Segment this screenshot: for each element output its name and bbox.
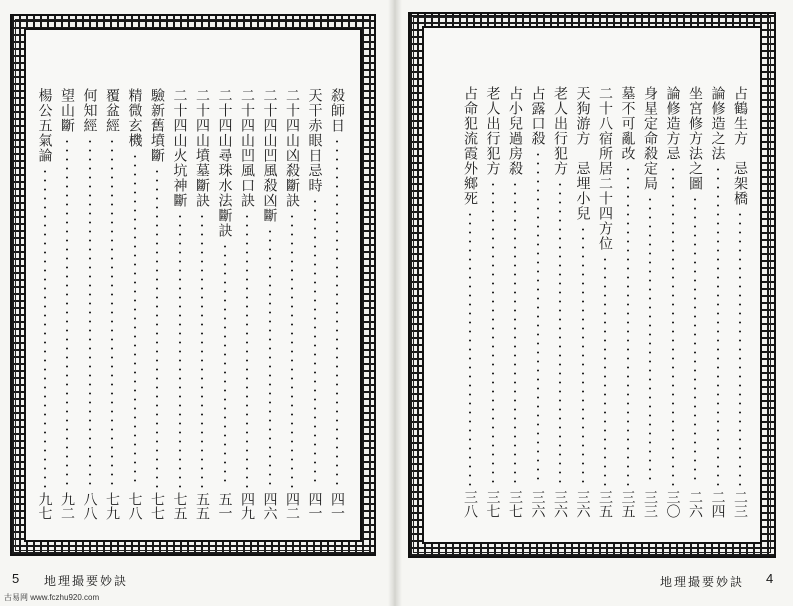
toc-entry [504,86,526,518]
toc-entry-page: 七九 [104,492,120,520]
toc-entry [34,88,56,520]
toc-dot-leader [291,212,293,488]
toc-entry-title: 老人出行犯方 [552,86,568,176]
toc-entry [259,88,281,520]
toc-dot-leader [672,165,674,486]
toc-dot-leader [739,210,741,486]
toc-entry [146,88,168,520]
toc-dot-leader [269,227,271,488]
toc-dot-leader [111,137,113,488]
toc-entry-title: 二十四山墳墓斷訣 [194,88,210,208]
toc-dot-leader [627,165,629,486]
toc-entry-page: 四一 [329,492,345,520]
toc-dot-leader [44,167,46,488]
toc-entry [527,86,549,518]
right-page-number: 4 [766,571,774,586]
toc-entry-title: 二十四山凶殺斷訣 [284,88,300,208]
toc-entry-title: 身星定命殺定局 [642,86,658,191]
toc-entry [639,86,661,518]
toc-entry [191,88,213,520]
toc-dot-leader [537,150,539,486]
toc-entry [729,86,751,518]
toc-entry-title: 望山斷 [59,88,75,133]
toc-entry-page: 三五 [597,490,613,518]
toc-entry-page: 九七 [36,492,53,520]
toc-dot-leader [649,195,651,486]
toc-entry-title: 占鶴生方 忌架橋 [732,86,748,206]
toc-entry-page: 三六 [529,490,546,518]
toc-entry-page: 七五 [171,492,188,520]
toc-entry [79,88,101,520]
toc-entry-title: 占露口殺 [529,86,546,146]
toc-entry-title: 二十四山火坑神斷 [171,88,188,208]
toc-dot-leader [336,137,338,488]
toc-entry [482,86,504,518]
toc-dot-leader [224,242,226,488]
toc-entry [281,88,303,520]
left-page [0,0,390,606]
toc-dot-leader [134,152,136,488]
toc-entry-page: 五一 [216,492,233,520]
toc-dot-leader [156,167,158,488]
toc-entry [662,86,684,518]
toc-entry-page: 三六 [552,490,568,518]
toc-dot-leader [694,195,696,486]
toc-entry-title: 殺師日 [329,88,345,133]
toc-dot-leader [246,212,248,488]
toc-entry-page: 九二 [59,492,75,520]
toc-dot-leader [717,165,719,486]
toc-entry-title: 覆盆經 [104,88,120,133]
toc-entry-page: 四二 [284,492,300,520]
toc-entry [549,86,571,518]
toc-entry [56,88,78,520]
toc-entry-title: 二十四山尋珠水法斷訣 [216,88,233,238]
right-decorative-border [408,12,776,558]
toc-entry-page: 七七 [149,492,165,520]
toc-dot-leader [514,180,516,486]
left-decorative-border [10,14,376,556]
site-watermark: 古易网 www.fczhu920.com [4,593,100,602]
toc-dot-leader [469,210,471,486]
toc-entry [594,86,616,518]
right-footer-title: 地理撮要妙訣 [660,575,745,589]
toc-entry [169,88,191,520]
toc-entry [214,88,236,520]
toc-dot-leader [89,137,91,488]
left-footer-title: 地理撮要妙訣 [44,574,129,588]
toc-entry-page: 四一 [306,492,323,520]
toc-entry-title: 天干赤眼日忌時 [306,88,323,193]
toc-dot-leader [201,212,203,488]
toc-entry-title: 老人出行犯方 [484,86,501,176]
toc-entry-title: 驗新舊墳斷 [149,88,165,163]
toc-entry-page: 三七 [484,490,501,518]
toc-entry-page: 四九 [239,492,255,520]
toc-entry [124,88,146,520]
toc-entry-title: 論修造方忌 [664,86,681,161]
toc-entry-page: 三七 [507,490,523,518]
toc-entry-title: 楊公五氣論 [36,88,53,163]
toc-entry-title: 何知經 [81,88,98,133]
toc-entry-page: 二三 [732,490,748,518]
toc-entry-title: 二十八宿所居二十四方位 [597,86,613,251]
toc-entry-title: 占命犯流霞外鄉死 [462,86,478,206]
toc-entry-page: 三〇 [664,490,681,518]
right-page [400,0,793,606]
toc-entry [684,86,706,518]
toc-entry [459,86,481,518]
toc-entry [236,88,258,520]
toc-entry-page: 三八 [462,490,478,518]
toc-entry [707,86,729,518]
left-page-number: 5 [12,571,20,586]
toc-entry-page: 五五 [194,492,210,520]
toc-entry [304,88,326,520]
toc-entry-page: 二六 [687,490,703,518]
toc-entry-page: 四六 [261,492,278,520]
toc-entry-title: 天狗游方 忌埋小兒 [574,86,591,221]
right-toc-panel [422,26,762,544]
toc-entry [326,88,348,520]
toc-entry-title: 二十四山凹風殺凶斷 [261,88,278,223]
toc-dot-leader [179,212,181,488]
toc-entry-title: 精微玄機 [126,88,143,148]
toc-dot-leader [314,197,316,488]
toc-entry-title: 二十四山凹風口訣 [239,88,255,208]
toc-entry-title: 論修造之法 [709,86,726,161]
toc-entry-page: 三三 [642,490,658,518]
toc-entry-title: 占小兒過房殺 [507,86,523,176]
left-toc-panel [24,28,362,542]
toc-dot-leader [559,180,561,486]
toc-entry-page: 八八 [81,492,98,520]
toc-dot-leader [582,225,584,486]
toc-entry-page: 二四 [709,490,726,518]
toc-dot-leader [604,255,606,486]
toc-dot-leader [492,180,494,486]
toc-entry-page: 三五 [619,490,636,518]
toc-entry-title: 坐宮修方法之圖 [687,86,703,191]
toc-dot-leader [66,137,68,488]
toc-entry [572,86,594,518]
toc-entry-title: 墓不可亂改 [619,86,636,161]
toc-entry [617,86,639,518]
toc-entry [101,88,123,520]
toc-entry-page: 三六 [574,490,591,518]
toc-entry-page: 七八 [126,492,143,520]
